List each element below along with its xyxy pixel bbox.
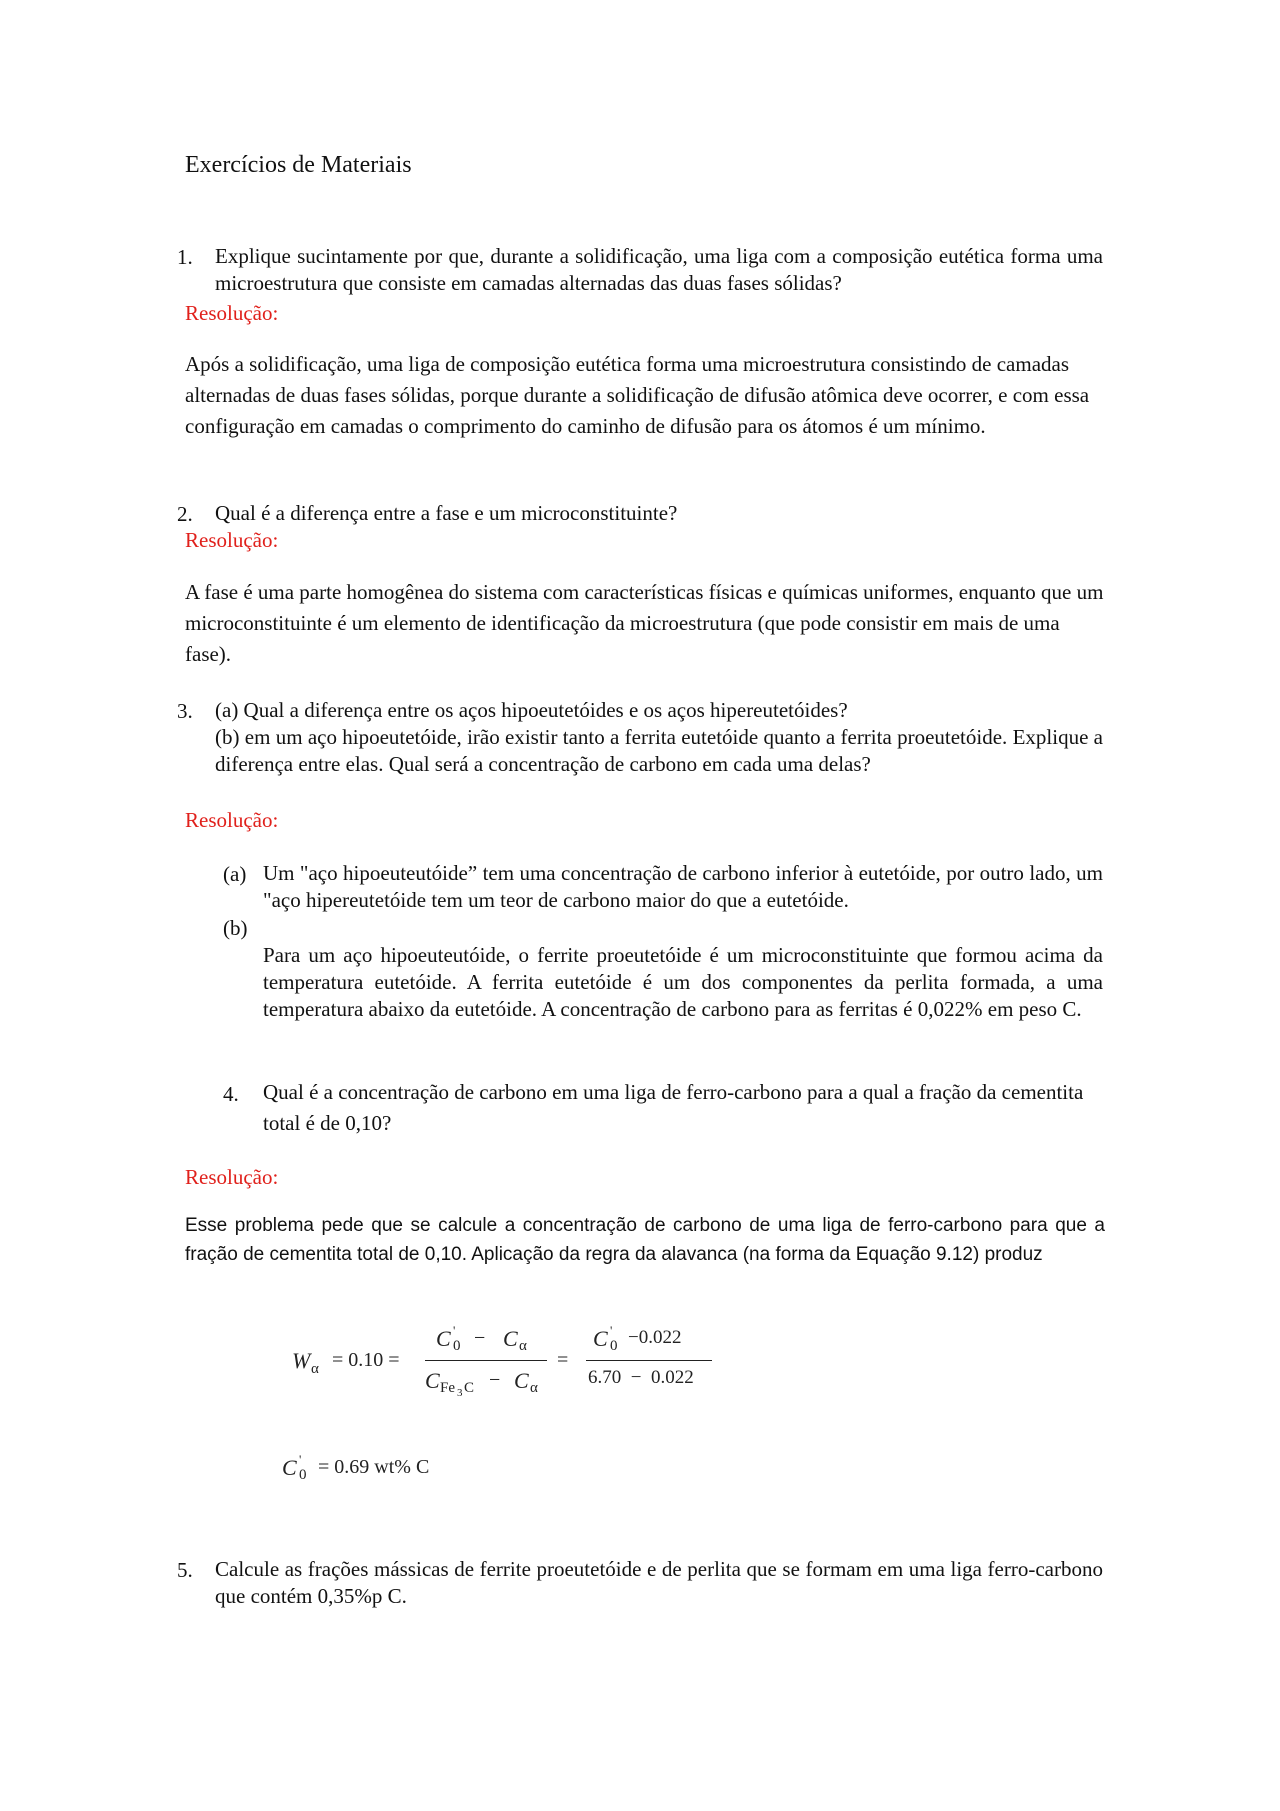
- q3-part-b: (b) em um aço hipoeutetóide, irão existir tanto a ferrita eutetóide quanto a ferrita proeutetóide. Explique a diferença entre elas. Qual será a concentração de carbono em cada uma delas?: [215, 725, 1103, 776]
- q1-text: Explique sucintamente por que, durante a solidificação, uma liga com a composição eutética forma uma microestrutura que consiste em camadas alternadas das duas fases sólidas?: [215, 244, 1103, 295]
- eq-den1-minus: −: [489, 1369, 501, 1391]
- eq-equals-2: =: [557, 1349, 569, 1371]
- eq-lhs-var: W: [292, 1348, 311, 1373]
- q4-answer: Esse problema pede que se calcule a concentração de carbono de uma liga de ferro-carbono para que a fração de cementita total de 0,10. Aplicação da regra da alavanca (na forma da Equação 9.12) produz: [185, 1215, 1105, 1265]
- eq-frac2-bar: [586, 1360, 712, 1361]
- eq-num1-var: C: [436, 1326, 451, 1351]
- q2-answer: A fase é uma parte homogênea do sistema com características físicas e químicas uniformes, enquanto que um microconstituinte é um elemento de identificação da microestrutura (que pode consistir em mais de uma fase).: [185, 580, 1104, 666]
- result-sup: ': [299, 1452, 302, 1467]
- page-title: Exercícios de Materiais: [185, 152, 412, 178]
- q3-part-a: (a) Qual a diferença entre os aços hipoeutetóides e os aços hipereutetóides?: [215, 698, 848, 722]
- result-var: C: [282, 1455, 297, 1480]
- q2-resolution-label: Resolução:: [185, 528, 279, 552]
- eq-num1-sub2: α: [519, 1338, 527, 1354]
- q3-answer-b-label: (b): [223, 916, 248, 940]
- eq-num2-sup: ': [610, 1323, 613, 1338]
- q3-answer-a-label: (a): [223, 862, 247, 886]
- eq-den1-sub2: α: [530, 1380, 538, 1396]
- eq-den1-sub3: 3: [457, 1387, 463, 1399]
- q4-text: Qual é a concentração de carbono em uma liga de ferro-carbono para a qual a fração da cementita total é de 0,10?: [263, 1080, 1084, 1135]
- q3-answer-a: Um "aço hipoeuteutóide” tem uma concentração de carbono inferior à eutetóide, por outro lado, um "aço hipereutetóide tem um teor de carbono maior do que a eutetóide.: [263, 861, 1103, 912]
- eq-lhs-sub: α: [311, 1361, 319, 1377]
- q4-resolution-label: Resolução:: [185, 1165, 279, 1189]
- eq-den2: 6.70 − 0.022: [588, 1367, 694, 1388]
- result-rest: = 0.69 wt% C: [318, 1456, 430, 1478]
- eq-den1-var: C: [425, 1368, 440, 1393]
- q5-number: 5.: [177, 1558, 193, 1582]
- eq-num1-minus: −: [474, 1327, 486, 1349]
- q2-number: 2.: [177, 502, 193, 526]
- q3-resolution-label: Resolução:: [185, 808, 279, 832]
- eq-den1-sub: Fe: [440, 1380, 455, 1396]
- result-sub: 0: [299, 1467, 307, 1483]
- q1-number: 1.: [177, 245, 193, 269]
- q1-resolution-label: Resolução:: [185, 301, 279, 325]
- eq-num2-var: C: [593, 1326, 608, 1351]
- q3-answer-b: Para um aço hipoeuteutóide, o ferrite proeutetóide é um microconstituinte que formou acima da temperatura eutetóide. A ferrita eutetóide é um dos componentes da perlita formada, a uma temperatura abaixo da eutetóide. A concentração de carbono para as ferritas é 0,022% em peso C.: [263, 943, 1103, 1021]
- eq-den1-var2: C: [514, 1368, 529, 1393]
- q3-number: 3.: [177, 699, 193, 723]
- eq-num1-var2: C: [503, 1326, 518, 1351]
- q2-text: Qual é a diferença entre a fase e um microconstituinte?: [215, 501, 678, 525]
- q1-answer: Após a solidificação, uma liga de composição eutética forma uma microestrutura consistindo de camadas alternadas de duas fases sólidas, porque durante a solidificação de difusão atômica deve ocorrer, e com essa configuração em camadas o comprimento do caminho de difusão para os átomos é um mínimo.: [185, 352, 1090, 438]
- eq-num1-sub: 0: [453, 1338, 461, 1354]
- eq-num2-sub: 0: [610, 1338, 618, 1354]
- eq-num1-sup: ': [453, 1323, 456, 1338]
- eq-den1-subC: C: [464, 1380, 475, 1396]
- q4-number: 4.: [223, 1082, 239, 1106]
- eq-equals-value: = 0.10 =: [332, 1349, 400, 1371]
- eq-num2-rest: −0.022: [628, 1327, 682, 1348]
- eq-frac1-bar: [425, 1360, 547, 1361]
- q5-text: Calcule as frações mássicas de ferrite proeutetóide e de perlita que se formam em uma liga ferro-carbono que contém 0,35%p C.: [215, 1557, 1103, 1608]
